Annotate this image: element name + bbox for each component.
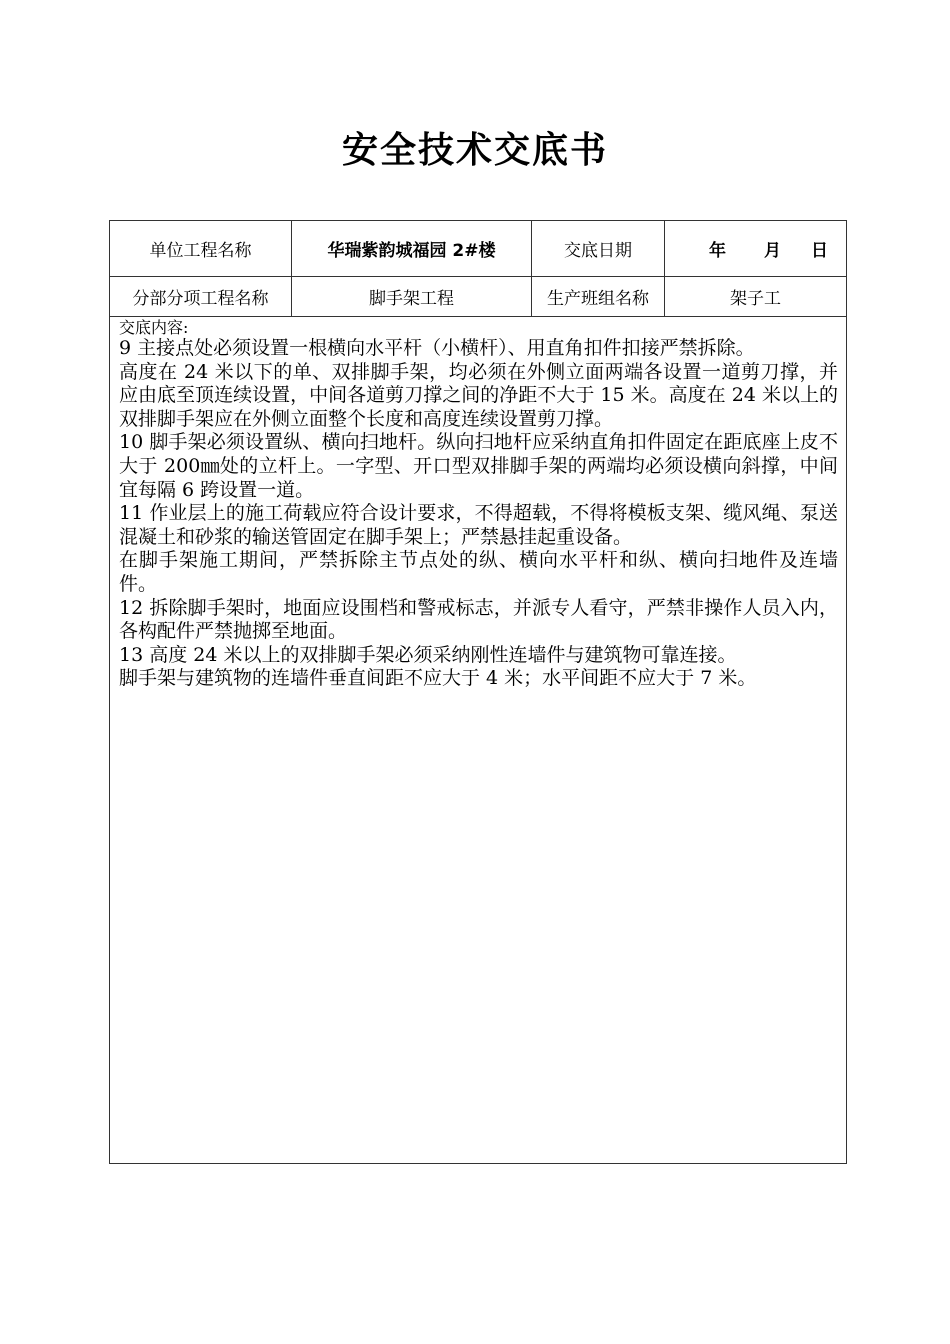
form-row-content [110,317,847,1164]
sub-project-label: 分部分项工程名称 [110,277,292,317]
team-label: 生产班组名称 [532,277,665,317]
content-paragraph: 脚手架与建筑物的连墙件垂直间距不应大于 4 米；水平间距不应大于 7 米。 [119,667,757,690]
date-label: 交底日期 [532,221,665,277]
content-heading: 交底内容: [119,318,189,337]
content-paragraph: 9 主接点处必须设置一根横向水平杆（小横杆）、用直角扣件扣接严禁拆除。 [119,337,755,359]
sub-project-value: 脚手架工程 [292,277,532,317]
disclosure-content [110,317,846,691]
form-row-sub-project [110,277,847,317]
date-value [665,221,847,277]
content-paragraph: 在脚手架施工期间，严禁拆除主节点处的纵、横向水平杆和纵、横向扫地件及连墙件。 [119,549,838,595]
team-value: 架子工 [665,277,847,317]
date-day: 日 [811,241,828,261]
unit-project-label: 单位工程名称 [110,221,292,277]
document-title: 安全技术交底书 [341,130,608,171]
disclosure-form-table [109,220,847,1164]
content-paragraph: 13 高度 24 米以上的双排脚手架必须采纳刚性连墙件与建筑物可靠连接。 [119,643,737,666]
date-year: 年 [709,241,726,261]
content-paragraph: 10 脚手架必须设置纵、横向扫地杆。纵向扫地杆应采纳直角扣件固定在距底座上皮不大于 200㎜处的立杆上。一字型、开口型双排脚手架的两端均必须设横向斜撑，中间宜每隔 6 跨设置一道。 [119,431,838,501]
content-paragraph: 高度在 24 米以下的单、双排脚手架，均必须在外侧立面两端各设置一道剪刀撑，并应由底至顶连续设置，中间各道剪刀撑之间的净距不大于 15 米。高度在 24 米以上的双排脚手架应在外侧立面整个长度和高度连续设置剪刀撑。 [119,360,838,430]
content-cell [110,317,847,1164]
content-paragraph: 12 拆除脚手架时，地面应设围档和警戒标志，并派专人看守，严禁非操作人员入内，各构配件严禁抛掷至地面。 [119,596,838,643]
content-paragraph: 11 作业层上的施工荷载应符合设计要求，不得超载，不得将模板支架、缆风绳、泵送混凝土和砂浆的输送管固定在脚手架上；严禁悬挂起重设备。 [119,502,838,548]
form-row-unit-project [110,221,847,277]
unit-project-value: 华瑞紫韵城福园 2#楼 [292,221,532,277]
date-month: 月 [764,241,781,261]
